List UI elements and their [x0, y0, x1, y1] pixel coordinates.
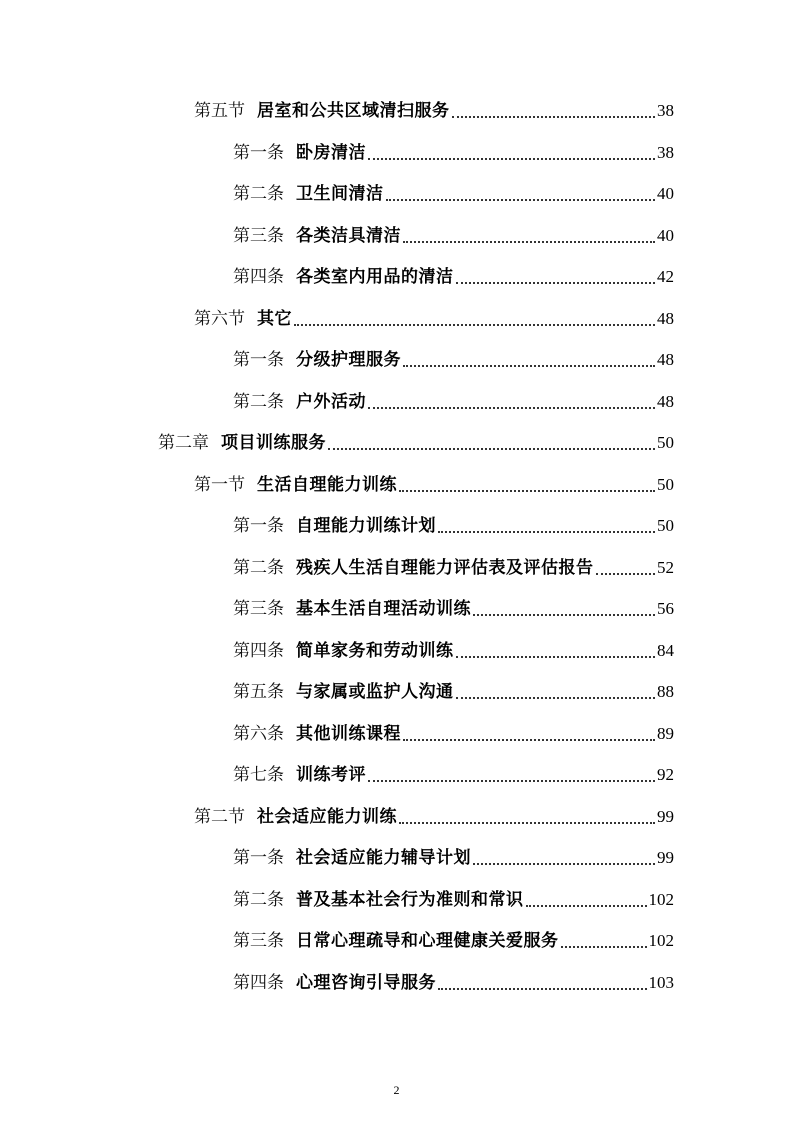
- toc-entry-article[interactable]: [233, 636, 674, 662]
- toc-entry-label: 第三条: [233, 226, 284, 246]
- toc-entry-title: 其它: [257, 309, 292, 329]
- toc-entry-page: 52: [657, 558, 674, 577]
- toc-entry-title: 卧房清洁: [296, 143, 366, 163]
- toc-entry-title: 基本生活自理活动训练: [296, 599, 471, 619]
- toc-entry-title: 项目训练服务: [221, 433, 326, 453]
- toc-dot-leader: [368, 406, 655, 409]
- toc-entry-page: 50: [657, 516, 674, 535]
- toc-dot-leader: [456, 281, 656, 284]
- toc-entry-label: 第二条: [233, 184, 284, 204]
- toc-dot-leader: [473, 613, 655, 616]
- toc-entry-title: 社会适应能力训练: [257, 807, 397, 827]
- toc-entry-page: 48: [657, 392, 674, 411]
- toc-entry-article[interactable]: [233, 594, 674, 620]
- toc-entry-label: 第二条: [233, 890, 284, 910]
- toc-dot-leader: [596, 572, 656, 575]
- toc-entry-title: 简单家务和劳动训练: [296, 641, 454, 661]
- toc-entry-article[interactable]: [233, 968, 674, 994]
- toc-entry-article[interactable]: [233, 345, 674, 371]
- toc-entry-article[interactable]: [233, 760, 674, 786]
- toc-entry-label: 第二节: [194, 807, 245, 827]
- toc-entry-page: 102: [648, 931, 674, 950]
- toc-entry-label: 第一条: [233, 848, 284, 868]
- toc-entry-title: 卫生间清洁: [296, 184, 384, 204]
- toc-entry-section[interactable]: [194, 96, 674, 122]
- toc-entry-page: 84: [657, 641, 674, 660]
- toc-entry-title: 普及基本社会行为准则和常识: [296, 890, 524, 910]
- toc-entry-article[interactable]: [233, 387, 674, 413]
- toc-entry-page: 103: [648, 973, 674, 992]
- toc-entry-page: 56: [657, 599, 674, 618]
- toc-dot-leader: [438, 987, 647, 990]
- toc-entry-label: 第三条: [233, 599, 284, 619]
- toc-dot-leader: [399, 489, 655, 492]
- toc-entry-title: 户外活动: [296, 392, 366, 412]
- toc-entry-label: 第五节: [194, 101, 245, 121]
- toc-entry-title: 日常心理疏导和心理健康关爱服务: [296, 931, 559, 951]
- toc-entry-article[interactable]: [233, 262, 674, 288]
- toc-entry-label: 第二条: [233, 558, 284, 578]
- toc-entry-title: 生活自理能力训练: [257, 475, 397, 495]
- toc-entry-title: 自理能力训练计划: [296, 516, 436, 536]
- toc-entry-page: 50: [657, 433, 674, 452]
- toc-dot-leader: [473, 862, 655, 865]
- toc-dot-leader: [452, 115, 656, 118]
- toc-entry-title: 各类洁具清洁: [296, 226, 401, 246]
- toc-entry-article[interactable]: [233, 179, 674, 205]
- toc-entry-article[interactable]: [233, 677, 674, 703]
- toc-entry-label: 第二条: [233, 392, 284, 412]
- toc-dot-leader: [561, 945, 647, 948]
- toc-entry-label: 第四条: [233, 641, 284, 661]
- toc-dot-leader: [403, 738, 655, 741]
- toc-entry-title: 各类室内用品的清洁: [296, 267, 454, 287]
- toc-entry-label: 第五条: [233, 682, 284, 702]
- toc-entry-article[interactable]: [233, 221, 674, 247]
- toc-entry-label: 第一条: [233, 143, 284, 163]
- toc-dot-leader: [403, 364, 655, 367]
- toc-entry-section[interactable]: [194, 802, 674, 828]
- toc-entry-label: 第七条: [233, 765, 284, 785]
- toc-entry-section[interactable]: [194, 470, 674, 496]
- toc-entry-label: 第三条: [233, 931, 284, 951]
- toc-entry-page: 40: [657, 184, 674, 203]
- toc-entry-page: 40: [657, 226, 674, 245]
- toc-dot-leader: [399, 821, 655, 824]
- toc-entry-page: 50: [657, 475, 674, 494]
- toc-dot-leader: [368, 157, 655, 160]
- toc-dot-leader: [526, 904, 647, 907]
- toc-entry-article[interactable]: [233, 926, 674, 952]
- toc-entry-article[interactable]: [233, 719, 674, 745]
- toc-dot-leader: [438, 530, 655, 533]
- toc-entry-title: 分级护理服务: [296, 350, 401, 370]
- toc-entry-label: 第四条: [233, 973, 284, 993]
- toc-dot-leader: [386, 198, 656, 201]
- toc-dot-leader: [294, 323, 655, 326]
- toc-entry-article[interactable]: [233, 553, 674, 579]
- toc-entry-page: 48: [657, 309, 674, 328]
- toc-entry-page: 48: [657, 350, 674, 369]
- toc-entry-page: 99: [657, 848, 674, 867]
- toc-entry-article[interactable]: [233, 138, 674, 164]
- toc-entry-label: 第一节: [194, 475, 245, 495]
- toc-entry-label: 第四条: [233, 267, 284, 287]
- toc-entry-page: 102: [648, 890, 674, 909]
- toc-dot-leader: [456, 655, 656, 658]
- toc-dot-leader: [403, 240, 655, 243]
- toc-entry-title: 居室和公共区域清扫服务: [257, 101, 450, 121]
- toc-entry-chapter[interactable]: [158, 428, 674, 454]
- toc-dot-leader: [368, 779, 655, 782]
- toc-entry-label: 第一条: [233, 350, 284, 370]
- toc-entry-title: 社会适应能力辅导计划: [296, 848, 471, 868]
- toc-entry-page: 89: [657, 724, 674, 743]
- toc-entry-label: 第六节: [194, 309, 245, 329]
- toc-dot-leader: [328, 447, 655, 450]
- toc-entry-page: 92: [657, 765, 674, 784]
- page-number: 2: [393, 1083, 400, 1097]
- toc-entry-page: 42: [657, 267, 674, 286]
- toc-entry-article[interactable]: [233, 843, 674, 869]
- toc-dot-leader: [456, 696, 656, 699]
- toc-entry-page: 88: [657, 682, 674, 701]
- toc-entry-title: 其他训练课程: [296, 724, 401, 744]
- toc-entry-section[interactable]: [194, 304, 674, 330]
- toc-entry-page: 99: [657, 807, 674, 826]
- toc-entry-title: 训练考评: [296, 765, 366, 785]
- toc-entry-page: 38: [657, 101, 674, 120]
- toc-entry-label: 第一条: [233, 516, 284, 536]
- toc-entry-label: 第六条: [233, 724, 284, 744]
- toc-entry-label: 第二章: [158, 433, 209, 453]
- toc-entry-title: 心理咨询引导服务: [296, 973, 436, 993]
- toc-entry-article[interactable]: [233, 885, 674, 911]
- toc-entry-title: 与家属或监护人沟通: [296, 682, 454, 702]
- toc-entry-article[interactable]: [233, 511, 674, 537]
- toc-entry-page: 38: [657, 143, 674, 162]
- toc-entry-title: 残疾人生活自理能力评估表及评估报告: [296, 558, 594, 578]
